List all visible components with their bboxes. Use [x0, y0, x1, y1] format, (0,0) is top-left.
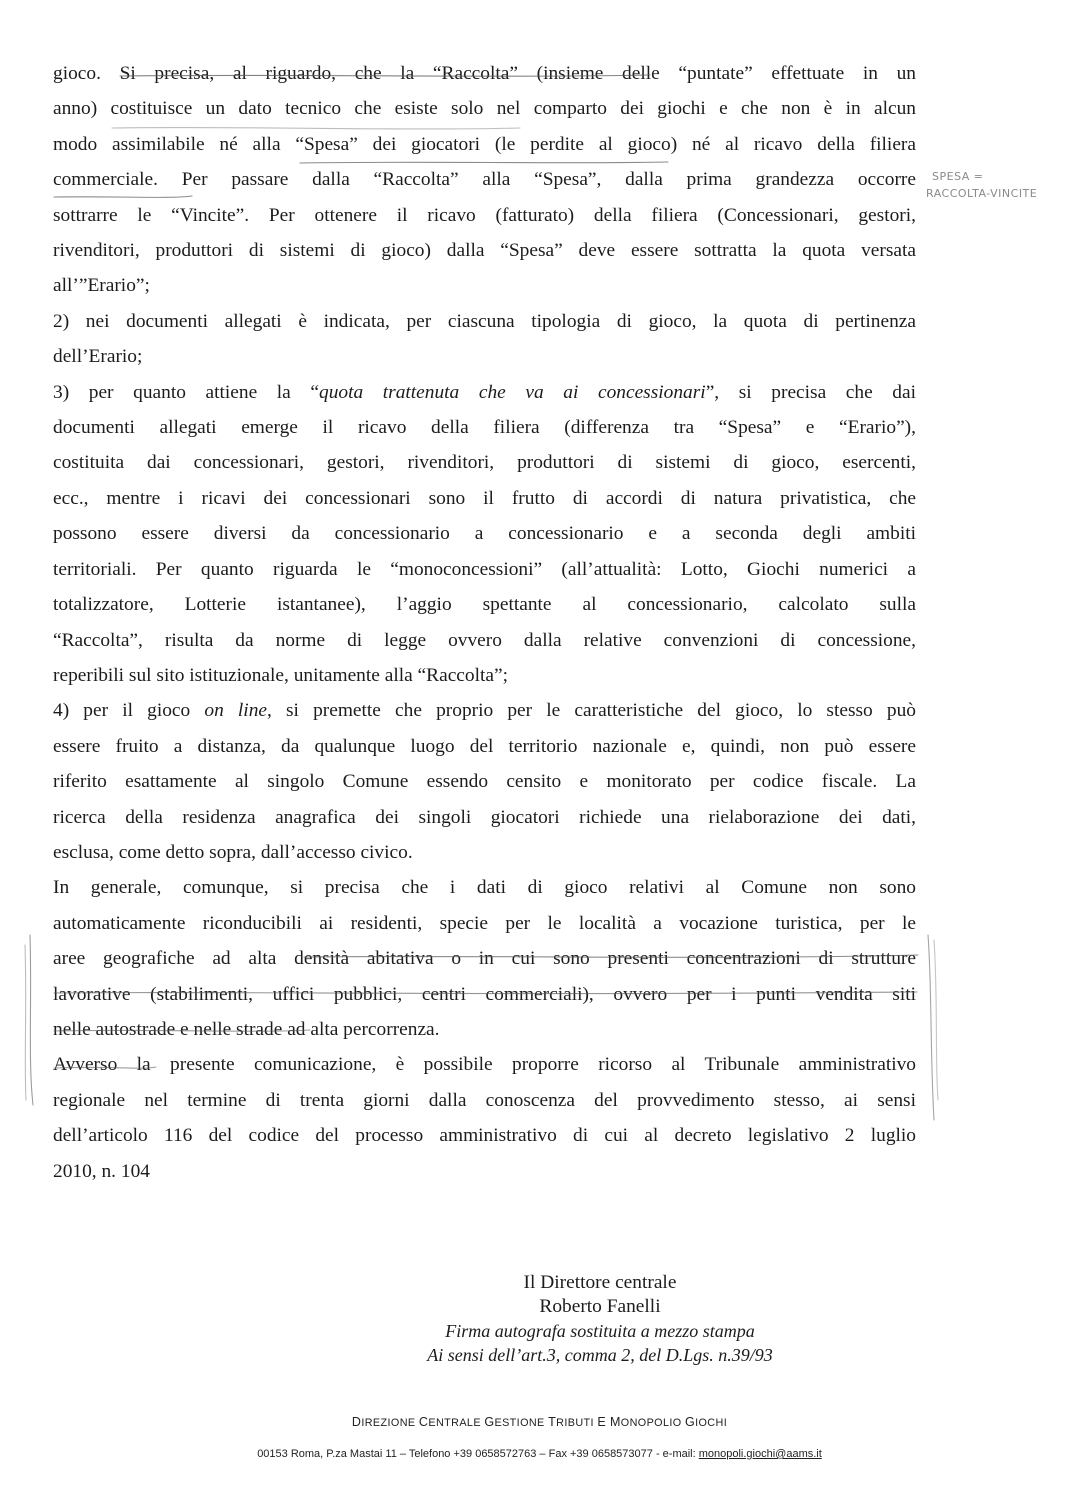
- signature-block: [380, 1271, 820, 1367]
- text-line: costituita dai concessionari, gestori, rivenditori, produttori di sistemi di gioco, esercenti,: [53, 452, 916, 474]
- letter-body: [53, 56, 916, 1189]
- text-line: lavorative (stabilimenti, uffici pubblici, centri commerciali), ovvero per i punti vendita siti: [53, 983, 916, 1005]
- text-line: modo assimilabile né alla “Spesa” dei giocatori (le perdite al gioco) né al ricavo della filiera: [53, 133, 916, 155]
- text-line: 2010, n. 104: [53, 1160, 150, 1182]
- signature-legal-note: Ai sensi dell’art.3, comma 2, del D.Lgs. n.39/93: [427, 1345, 773, 1365]
- text-line: totalizzatore, Lotterie istantanee), l’aggio spettante al concessionario, calcolato sulla: [53, 594, 916, 616]
- text-line: essere fruito a distanza, da qualunque luogo del territorio nazionale e, quindi, non può essere: [53, 735, 916, 757]
- text-run: , si premette che proprio per le caratteristiche del gioco, lo stesso può: [267, 700, 916, 722]
- text-line: gioco. Si precisa, al riguardo, che la “Raccolta” (insieme delle “puntate” effettuate in un: [53, 63, 916, 84]
- text-run: 4) per il gioco: [53, 700, 205, 722]
- text-line: commerciale. Per passare dalla “Raccolta” alla “Spesa”, dalla prima grandezza occorre: [53, 169, 916, 191]
- text-line: ecc., mentre i ricavi dei concessionari sono il frutto di accordi di natura privatistica, che: [53, 487, 916, 509]
- text-line: “Raccolta”, risulta da norme di legge ovvero dalla relative convenzioni di concessione,: [53, 629, 916, 651]
- footer-contact: [0, 1448, 1079, 1460]
- text-line: rivenditori, produttori di sistemi di gioco) dalla “Spesa” deve essere sottratta la quota versata: [53, 240, 916, 262]
- text-line: possono essere diversi da concessionario a concessionario e a seconda degli ambiti: [53, 523, 916, 545]
- signer-name: Roberto Fanelli: [539, 1296, 661, 1317]
- text-line: esclusa, come detto sopra, dall’accesso civico.: [53, 841, 413, 863]
- text-line: sottrarre le “Vincite”. Per ottenere il ricavo (fatturato) della filiera (Concessionari, gestori,: [53, 204, 916, 226]
- margin-bracket-right: [928, 935, 934, 1120]
- handwritten-margin-note: [924, 170, 1044, 210]
- text-line: automaticamente riconducibili ai residenti, specie per le località a vocazione turistica, per le: [53, 912, 916, 934]
- text-line: anno) costituisce un dato tecnico che esiste solo nel comparto dei giochi e che non è in alcun: [53, 98, 916, 120]
- text-line: In generale, comunque, si precisa che i dati di gioco relativi al Comune non sono: [53, 877, 916, 899]
- text-line: territoriali. Per quanto riguarda le “monoconcessioni” (all’attualità: Lotto, Giochi numerici a: [53, 558, 916, 580]
- text-line: aree geografiche ad alta densità abitativa o in cui sono presenti concentrazioni di strutture: [53, 948, 916, 970]
- margin-bracket-right: [934, 940, 938, 1100]
- text-run: ”, si precisa che dai: [705, 381, 916, 403]
- footer-office-name: DIREZIONE CENTRALE GESTIONE TRIBUTI E MONOPOLIO GIOCHI: [351, 1415, 728, 1429]
- signer-role: Il Direttore centrale: [523, 1272, 677, 1293]
- margin-bracket-left: [30, 935, 33, 1105]
- footer-address: 00153 Roma, P.za Mastai 11 – Telefono +39 0658572763 – Fax +39 0658573077 - e-mail:: [257, 1448, 699, 1460]
- text-run: 3) per quanto attiene la “: [53, 381, 319, 403]
- text-line: documenti allegati emerge il ricavo della filiera (differenza tra “Spesa” e “Erario”),: [53, 417, 916, 439]
- text-line: 2) nei documenti allegati è indicata, per ciascuna tipologia di gioco, la quota di pertinenza: [53, 310, 916, 332]
- text-line: nelle autostrade e nelle strade ad alta percorrenza.: [53, 1018, 440, 1040]
- text-line: [53, 693, 916, 728]
- italic-run: on line: [204, 700, 267, 722]
- margin-bracket-left: [25, 945, 26, 1100]
- margin-note-line: RACCOLTA-VINCITE: [926, 187, 1038, 200]
- text-line: dell’articolo 116 del codice del processo amministrativo di cui al decreto legislativo 2 luglio: [53, 1125, 916, 1147]
- margin-note-line: SPESA =: [932, 170, 984, 183]
- text-line: riferito esattamente al singolo Comune essendo censito e monitorato per codice fiscale. La: [53, 771, 916, 793]
- italic-run: quota trattenuta che va ai concessionari: [319, 381, 706, 403]
- text-line: ricerca della residenza anagrafica dei singoli giocatori richiede una rielaborazione dei dati,: [53, 806, 916, 828]
- footer-email-link[interactable]: monopoli.giochi@aams.it: [698, 1448, 822, 1460]
- text-line: [53, 375, 916, 410]
- text-line: reperibili sul sito istituzionale, unitamente alla “Raccolta”;: [53, 664, 508, 686]
- text-line: all’”Erario”;: [53, 275, 150, 297]
- text-line: dell’Erario;: [53, 346, 143, 368]
- text-line: Avverso la presente comunicazione, è possibile proporre ricorso al Tribunale amministrativo: [53, 1054, 916, 1076]
- text-line: regionale nel termine di trenta giorni dalla conoscenza del provvedimento stesso, ai sensi: [53, 1089, 916, 1111]
- signature-note: Firma autografa sostituita a mezzo stampa: [445, 1321, 755, 1341]
